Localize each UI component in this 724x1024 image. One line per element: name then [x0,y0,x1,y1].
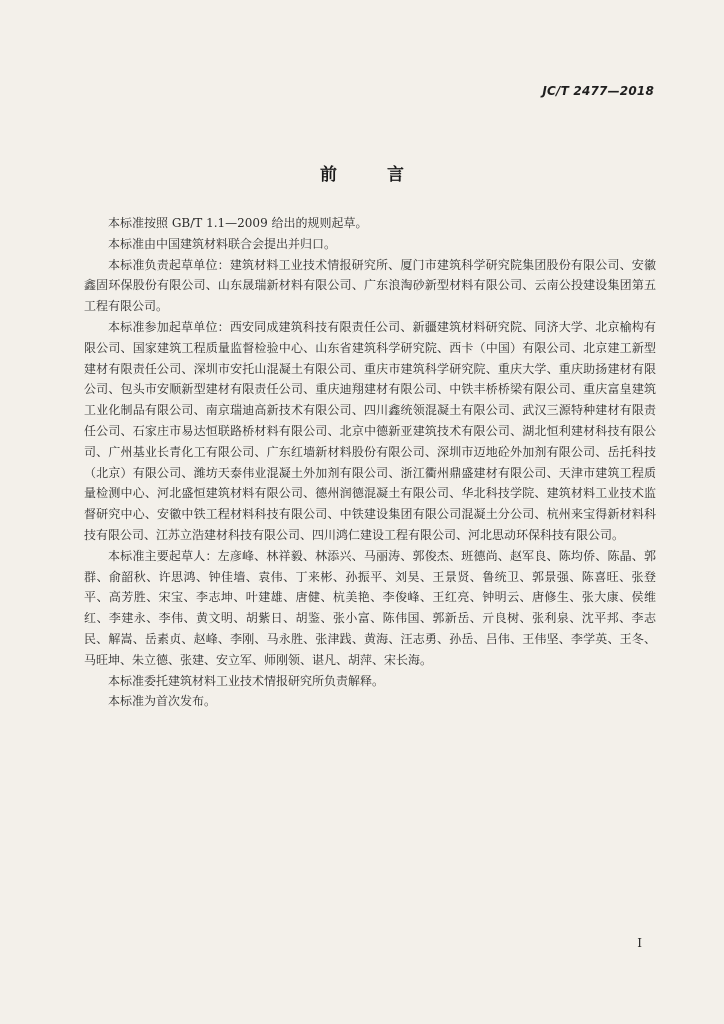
standard-code: JC/T 2477—2018 [542,84,654,98]
preface-body [84,213,656,712]
page-title: 前 言 [320,165,426,185]
paragraph-drafting-rules: 本标准按照 GB/T 1.1—2009 给出的规则起草。 [108,216,368,230]
page-number: I [637,936,642,950]
paragraph-first-release: 本标准为首次发布。 [108,694,217,709]
paragraph-main-drafters: 本标准主要起草人：左彦峰、林祥毅、林添兴、马丽涛、郭俊杰、班德尚、赵军良、陈均侨、陈晶、郭群、俞韶秋、许思鸿、钟佳墙、袁伟、丁来彬、孙振平、刘昊、王景贤、鲁统卫、郭景强、陈喜旺、张登平、高芳胜、宋宝、李志坤、叶建雄、唐健、杭美艳、李俊峰、王红亮、钟明云、唐修生、张大康、侯维红、李建永、李伟、黄文明、胡紫日、胡鉴、张小富、陈伟国、郭新岳、亓良树、张利泉、沈平邦、李志民、解嵩、岳素贞、赵峰、李刚、马永胜、张津践、黄海、汪志勇、孙岳、吕伟、王伟坚、李学英、王冬、马旺坤、朱立德、张建、安立军、师刚领、谌凡、胡萍、宋长海。 [84,548,656,667]
paragraph-interpretation: 本标准委托建筑材料工业技术情报研究所负责解释。 [108,673,385,688]
paragraph-participating-drafters: 本标准参加起草单位：西安同成建筑科技有限责任公司、新疆建筑材料研究院、同济大学、北京榆构有限公司、国家建筑工程质量监督检验中心、山东省建筑科学研究院、西卡（中国）有限公司、北京建工新型建材有限责任公司、深圳市安托山混凝土有限公司、重庆市建筑科学研究院、重庆大学、重庆助扬建材有限公司、包头市安顺新型建材有限责任公司、重庆迪翔建材有限公司、中铁丰桥桥梁有限公司、重庆富皇建筑工业化制品有限公司、南京瑞迪高新技术有限公司、四川鑫统领混凝土有限公司、武汉三源特种建材有限责任公司、石家庄市易达恒联路桥材料有限公司、北京中德新亚建筑技术有限公司、湖北恒利建材科技有限公司、广州基业长青化工有限公司、广东红墙新材料股份有限公司、深圳市迈地砼外加剂有限公司、岳托科技（北京）有限公司、潍坊天泰伟业混凝土外加剂有限公司、浙江衢州鼎盛建材有限公司、天津市建筑工程质量检测中心、河北盛恒建筑材料有限公司、德州润德混凝土有限公司、华北科技学院、建筑材料工业技术监督研究中心、安徽中铁工程材料科技有限公司、中铁建设集团有限公司混凝土分公司、杭州来宝得新材料科技有限公司、江苏立浩建材科技有限公司、四川鸿仁建设工程有限公司、河北思动环保科技有限公司。 [84,319,656,542]
paragraph-lead-drafters: 本标准负责起草单位：建筑材料工业技术情报研究所、厦门市建筑科学研究院集团股份有限公司、安徽鑫固环保股份有限公司、山东晟瑞新材料有限公司、广东浪淘砂新型材料有限公司、云南公投建设集团第五工程有限公司。 [84,257,656,314]
paragraph-proposer: 本标准由中国建筑材料联合会提出并归口。 [108,236,337,251]
